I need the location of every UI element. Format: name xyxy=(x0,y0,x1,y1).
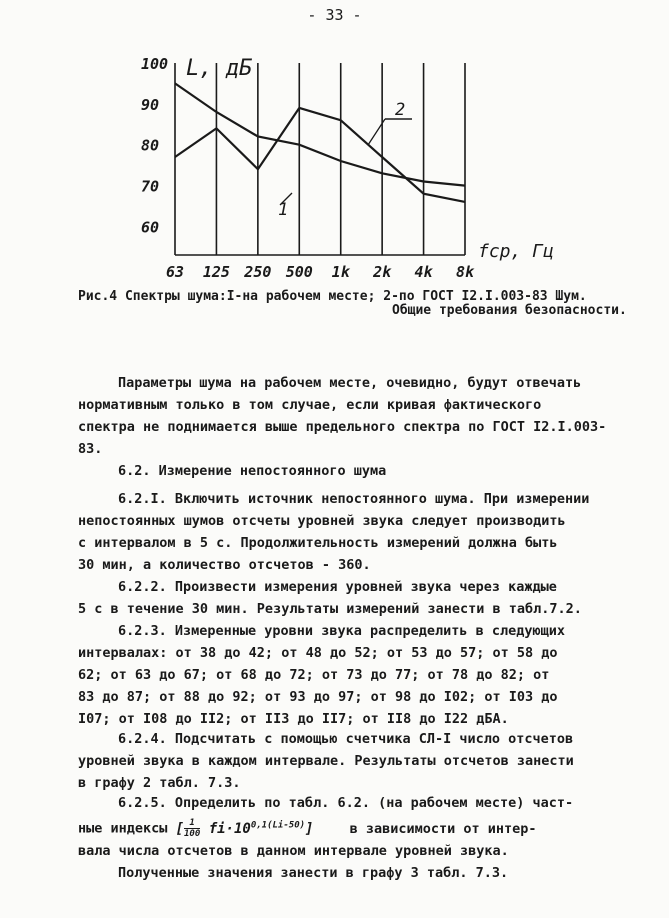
text-line: 30 мин, а количество отсчетов - 360. xyxy=(78,557,371,573)
paragraph-6-2-5 xyxy=(78,792,653,884)
caption-line-2: Общие требования безопасности. xyxy=(392,303,627,318)
text-line: 6.2.I. Включить источник непостоянного шума. При измерении xyxy=(118,491,590,507)
text-line: Полученные значения занести в графу 3 табл. 7.3. xyxy=(118,864,509,881)
heading-text: 6.2. Измерение непостоянного шума xyxy=(118,463,387,479)
text-line: с интервалом в 5 с. Продолжительность измерений должна быть xyxy=(78,535,558,551)
y-tick-labels xyxy=(141,55,168,236)
paragraph-6-2-4 xyxy=(78,728,653,794)
figure-caption xyxy=(78,290,627,318)
fraction-denominator: 100 xyxy=(183,829,201,840)
formula-line xyxy=(78,814,653,840)
text-fragment: ные индексы xyxy=(78,820,168,837)
series-lines xyxy=(175,83,465,201)
text-line: I07; от I08 до II2; от II3 до II7; от II8 до I22 дБА. xyxy=(78,711,509,727)
x-tick-label: 125 xyxy=(202,263,230,281)
caption-line-1: Рис.4 Спектры шума:I-на рабочем месте; 2-по ГОСТ I2.I.003-83 Шум. xyxy=(78,289,587,304)
y-tick-label: 100 xyxy=(141,55,169,73)
text-fragment: в зависимости от интер- xyxy=(349,820,537,837)
x-tick-label: 2k xyxy=(373,263,392,281)
text-line: 83 до 87; от 88 до 92; от 93 до 97; от 98 до I02; от I03 до xyxy=(78,689,558,705)
text-line: уровней звука в каждом интервале. Результаты отсчетов занести xyxy=(78,753,574,769)
grid-lines xyxy=(175,63,465,255)
text-line: непостоянных шумов отсчеты уровней звука следует производить xyxy=(78,513,566,529)
series-1-label: 1 xyxy=(278,200,289,220)
x-tick-labels xyxy=(166,263,475,281)
paragraph-1 xyxy=(78,372,653,460)
text-line: Параметры шума на рабочем месте, очевидно, будут отвечать xyxy=(118,375,582,391)
text-line: спектра не поднимается выше предельного спектра по ГОСТ I2.I.003- xyxy=(78,419,607,435)
x-tick-label: 1k xyxy=(331,263,350,281)
x-tick-label: 8k xyxy=(455,263,475,281)
noise-spectrum-chart xyxy=(120,45,669,290)
particular-index-formula: [ $\frac{1}{100}$ $fi\cdot 10^{0,1(Li-50)}$] xyxy=(175,818,314,840)
text-line: 6.2.5. Определить по табл. 6.2. (на рабочем месте) част- xyxy=(118,795,574,811)
text-line: в графу 2 табл. 7.3. xyxy=(78,775,241,791)
x-tick-label: 500 xyxy=(285,263,313,281)
section-heading xyxy=(78,460,653,482)
y-tick-label: 60 xyxy=(141,218,160,237)
text-line: вала числа отсчетов в данном интервале уровней звука. xyxy=(78,842,509,859)
x-axis-label: fср, Гц xyxy=(478,241,554,262)
paragraph-6-2-1 xyxy=(78,488,653,576)
paragraph-6-2-3 xyxy=(78,620,653,730)
text-line: 62; от 63 до 67; от 68 до 72; от 73 до 77; от 78 до 82; от xyxy=(78,667,550,683)
series-1-line xyxy=(175,83,465,185)
y-tick-label: 90 xyxy=(141,95,160,114)
page-number: - 33 - xyxy=(307,6,362,24)
fraction-numerator: 1 xyxy=(184,818,200,829)
formula-exponent: 0,1(Li-50) xyxy=(250,820,306,830)
text-line: 6.2.3. Измеренные уровни звука распределить в следующих xyxy=(118,623,566,639)
paragraph-6-2-2 xyxy=(78,576,653,620)
formula-base: ·10 xyxy=(225,820,251,837)
x-tick-label: 63 xyxy=(165,263,185,281)
fraction xyxy=(184,818,200,839)
x-tick-label: 250 xyxy=(244,263,272,281)
text-line: нормативным только в том случае, если кривая фактического xyxy=(78,397,542,413)
text-line: 6.2.2. Произвести измерения уровней звука через каждые xyxy=(118,579,557,595)
text-line: 83. xyxy=(78,441,103,457)
text-line: интервалах: от 38 до 42; от 48 до 52; от 53 до 57; от 58 до xyxy=(78,645,558,661)
y-axis-label: L, дБ xyxy=(186,56,253,81)
y-tick-label: 80 xyxy=(141,136,160,155)
series-2-line xyxy=(175,108,465,202)
series-2-label: 2 xyxy=(395,100,406,120)
text-line: 6.2.4. Подсчитать с помощью счетчика СЛ-I число отсчетов xyxy=(118,731,574,747)
y-tick-label: 70 xyxy=(141,177,160,196)
x-tick-label: 4k xyxy=(414,263,433,281)
formula-fi: fi xyxy=(208,820,226,837)
text-line: 5 с в течение 30 мин. Результаты измерений занести в табл.7.2. xyxy=(78,601,582,617)
